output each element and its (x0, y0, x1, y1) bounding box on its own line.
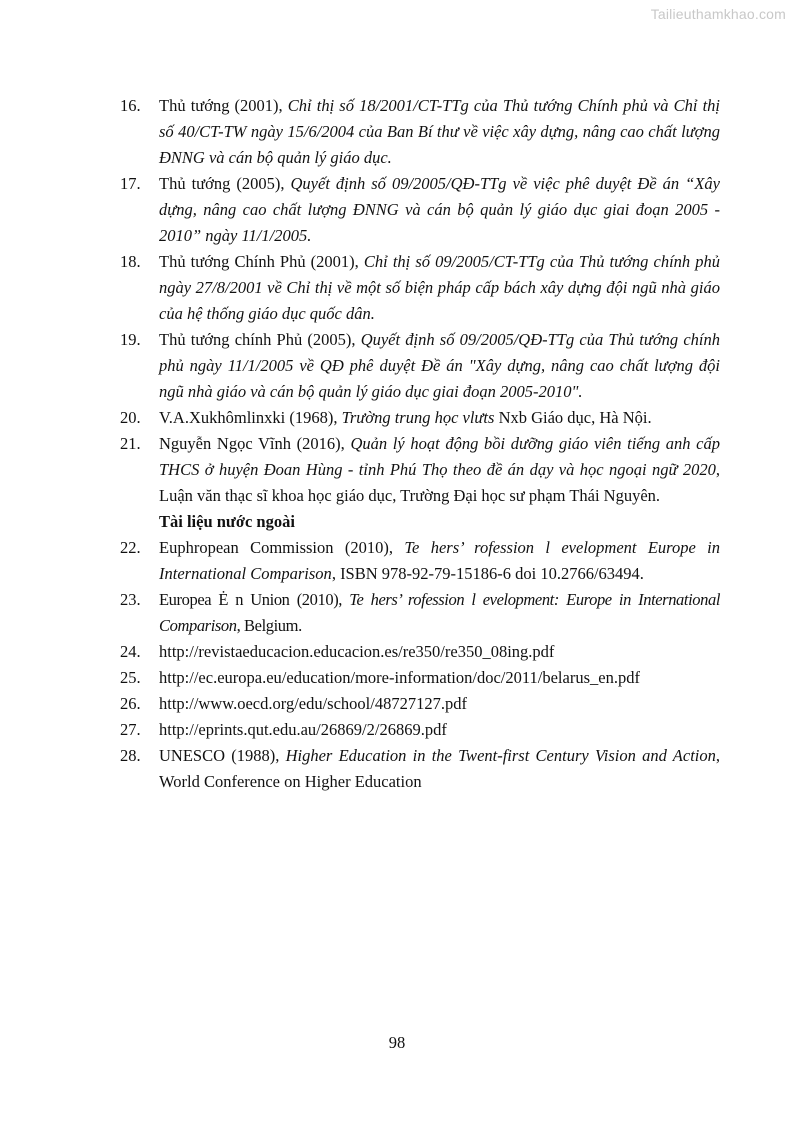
reference-title: Te hers’ rofession l evelopment: Europe in International Comparison (159, 590, 721, 635)
reference-item (120, 665, 720, 691)
reference-url: http://ec.europa.eu/education/more-information/doc/2011/belarus_en.pdf (159, 668, 640, 687)
reference-publisher: , World Conference on Higher Education (159, 746, 721, 791)
reference-title: Chỉ thị số 09/2005/CT-TTg của Thủ tướng chính phủ ngày 27/8/2001 về Chỉ thị về một số biện pháp cấp bách xây dựng đội ngũ nhà giáo của hệ thống giáo dục quốc dân. (159, 252, 721, 323)
reference-number: 24. (120, 642, 141, 661)
reference-number: 19. (120, 330, 141, 349)
reference-title: Quyết định số 09/2005/QĐ-TTg về việc phê duyệt Đề án “Xây dựng, nâng cao chất lượng ĐNNG và cán bộ quản lý giáo dục giai đoạn 2005 - 2010” ngày 11/1/2005. (159, 174, 720, 245)
reference-title: Chỉ thị số 18/2001/CT-TTg của Thủ tướng Chính phủ và Chỉ thị số 40/CT-TW ngày 15/6/2004 của Ban Bí thư về việc xây dựng, nâng cao chất lượng ĐNNG và cán bộ quản lý giáo dục. (159, 96, 720, 167)
reference-number: 25. (120, 668, 141, 687)
reference-number: 26. (120, 694, 141, 713)
reference-author: Thủ tướng Chính Phủ (2001), (159, 252, 364, 271)
reference-item (120, 249, 720, 327)
reference-number: 22. (120, 538, 141, 557)
reference-number: 18. (120, 252, 141, 271)
reference-url: http://revistaeducacion.educacion.es/re350/re350_08ing.pdf (159, 642, 555, 661)
reference-number: 20. (120, 408, 141, 427)
reference-item (120, 93, 720, 171)
reference-publisher: , Luận văn thạc sĩ khoa học giáo dục, Trường Đại học sư phạm Thái Nguyên. (159, 460, 720, 505)
reference-item (120, 743, 720, 795)
reference-item (120, 717, 720, 743)
reference-publisher: Nxb Giáo dục, Hà Nội. (494, 408, 652, 427)
reference-title: Trường trung học vlưts (341, 408, 495, 427)
reference-number: 28. (120, 746, 141, 765)
reference-publisher: , ISBN 978-92-79-15186-6 doi 10.2766/63494. (331, 564, 644, 583)
reference-author: UNESCO (1988), (159, 746, 286, 765)
reference-url: http://www.oecd.org/edu/school/48727127.pdf (159, 694, 467, 713)
reference-author: Europea Ė n Union (2010), (159, 590, 350, 609)
reference-item (120, 431, 720, 509)
reference-number: 17. (120, 174, 141, 193)
page-number: 98 (388, 1033, 406, 1052)
section-heading-foreign: Tài liệu nước ngoài (159, 512, 295, 531)
reference-item (120, 587, 720, 639)
reference-author: Euphropean Commission (2010), (159, 538, 405, 557)
reference-publisher: , Belgium. (236, 616, 302, 635)
reference-author: Thủ tướng (2001), (159, 96, 288, 115)
reference-title: Te hers’ rofession l evelopment Europe in International Comparison (159, 538, 720, 583)
reference-author: Thủ tướng chính Phủ (2005), (159, 330, 361, 349)
reference-number: 23. (120, 590, 141, 609)
reference-title: Higher Education in the Twent-first Century Vision and Action (285, 746, 716, 765)
reference-author: V.A.Xukhômlinxki (1968), (159, 408, 342, 427)
reference-number: 16. (120, 96, 141, 115)
reference-item (120, 639, 720, 665)
reference-item (120, 405, 720, 431)
reference-author: Nguyễn Ngọc Vĩnh (2016), (159, 434, 351, 453)
reference-item (120, 535, 720, 587)
reference-author: Thủ tướng (2005), (159, 174, 291, 193)
reference-url: http://eprints.qut.edu.au/26869/2/26869.pdf (159, 720, 447, 739)
reference-title: Quyết định số 09/2005/QĐ-TTg của Thủ tướng chính phủ ngày 11/1/2005 về QĐ phê duyệt Đề án "Xây dựng, nâng cao chất lượng đội ngũ nhà giáo và cán bộ quản lý giáo dục giai đoạn 2005-2010". (159, 330, 720, 401)
reference-number: 27. (120, 720, 141, 739)
reference-number: 21. (120, 434, 141, 453)
reference-item (120, 171, 720, 249)
watermark: Tailieuthamkhao.com (650, 6, 786, 22)
reference-item (120, 691, 720, 717)
reference-item (120, 327, 720, 405)
reference-list (120, 93, 720, 795)
reference-title: Quản lý hoạt động bồi dưỡng giáo viên tiếng anh cấp THCS ở huyện Đoan Hùng - tỉnh Phú Thọ theo đề án dạy và học ngoại ngữ 2020 (159, 434, 720, 479)
